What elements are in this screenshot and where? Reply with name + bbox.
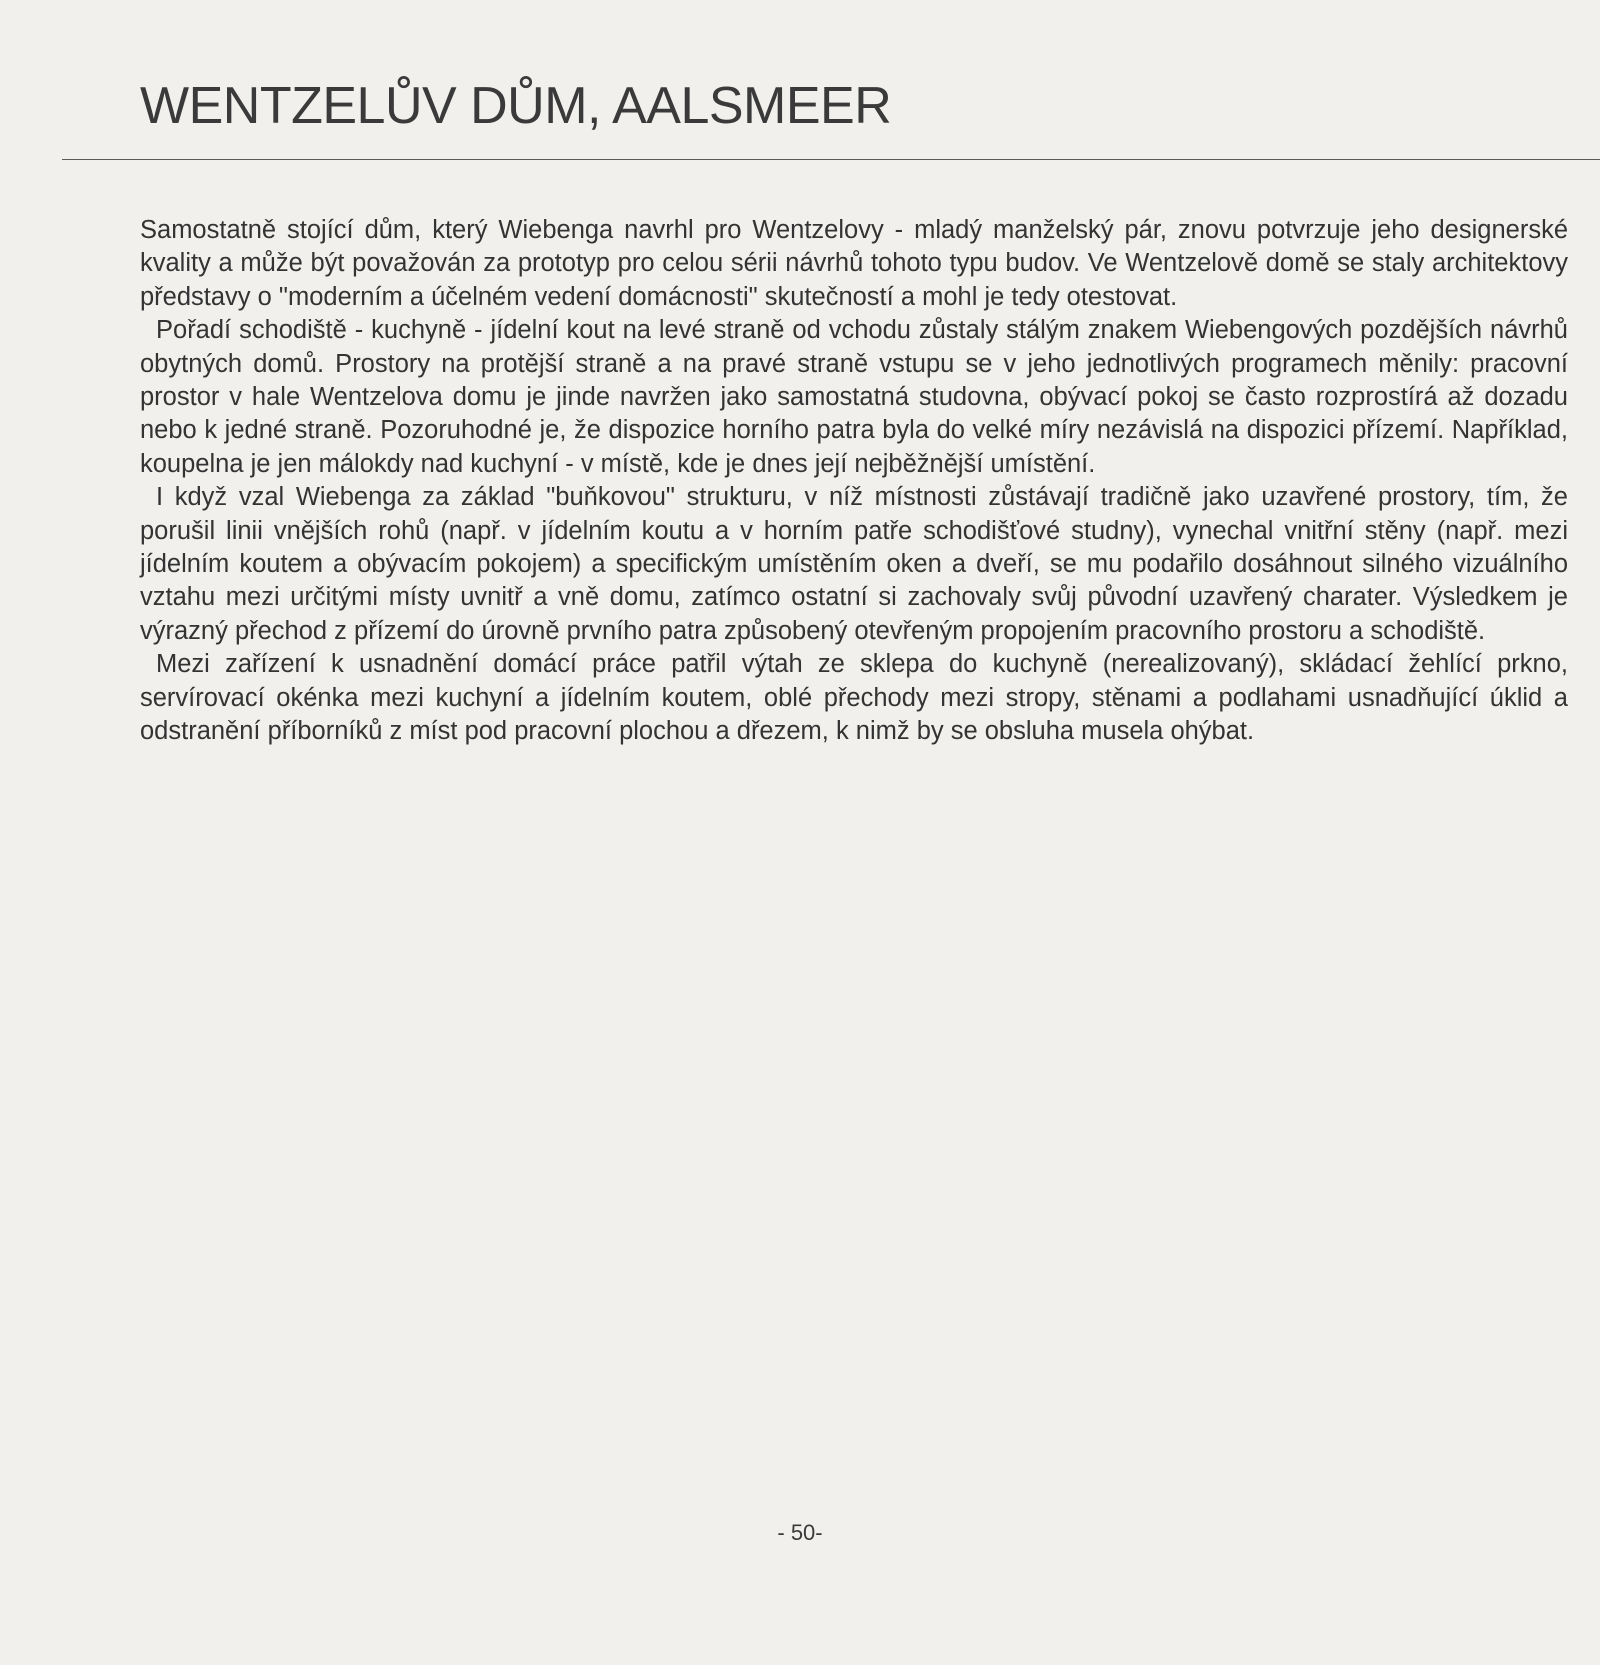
paragraph-2: Pořadí schodiště - kuchyně - jídelní kout na levé straně od vchodu zůstaly stálým znakem Wiebengových pozdějších návrhů obytných domů. Prostory na protější straně a na pravé straně vstupu se v jeho jednotlivých programech měnily: pracovní prostor v hale Wentzelova domu je jinde navržen jako samostatná studovna, obývací pokoj se často rozprostírá až dozadu nebo k jedné straně. Pozoruhodné je, že dispozice horního patra byla do velké míry nezávislá na dispozici přízemí. Například, koupelna je jen málokdy nad kuchyní - v místě, kde je dnes její nejběžnější umístění. [140, 316, 1568, 478]
page-title: WENTZELŮV DŮM, AALSMEER [140, 77, 892, 135]
title-divider [62, 159, 1600, 160]
paragraph-1: Samostatně stojící dům, který Wiebenga navrhl pro Wentzelovy - mladý manželský pár, znovu potvrzuje jeho designerské kvality a může být považován za prototyp pro celou sérii návrhů tohoto typu budov. Ve Wentzelově domě se staly architektovy představy o "moderním a účelném vedení domácnosti" skutečností a mohl je tedy otestovat. [140, 216, 1568, 311]
paragraph-4: Mezi zařízení k usnadnění domácí práce patřil výtah ze sklepa do kuchyně (nerealizovaný), skládací žehlící prkno, servírovací okénka mezi kuchyní a jídelním koutem, oblé přechody mezi stropy, stěnami a podlahami usnadňující úklid a odstranění příborníků z míst pod pracovní plochou a dřezem, k nimž by se obsluha musela ohýbat. [140, 650, 1568, 746]
paragraph-3: I když vzal Wiebenga za základ "buňkovou" strukturu, v níž místnosti zůstávají tradičně jako uzavřené prostory, tím, že porušil linii vnějších rohů (např. v jídelním koutu a v horním patře schodišťové studny), vynechal vnitřní stěny (např. mezi jídelním koutem a obývacím pokojem) a specifickým umístěním oken a dveří, se mu podařilo dosáhnout silného vizuálního vztahu mezi určitými místy uvnitř a vně domu, zatímco ostatní si zachovaly svůj původní uzavřený charater. Výsledkem je výrazný přechod z přízemí do úrovně prvního patra způsobený otevřeným propojením pracovního prostoru a schodiště. [140, 483, 1568, 645]
body-text [140, 214, 1568, 749]
page-number: - 50- [777, 1520, 823, 1545]
